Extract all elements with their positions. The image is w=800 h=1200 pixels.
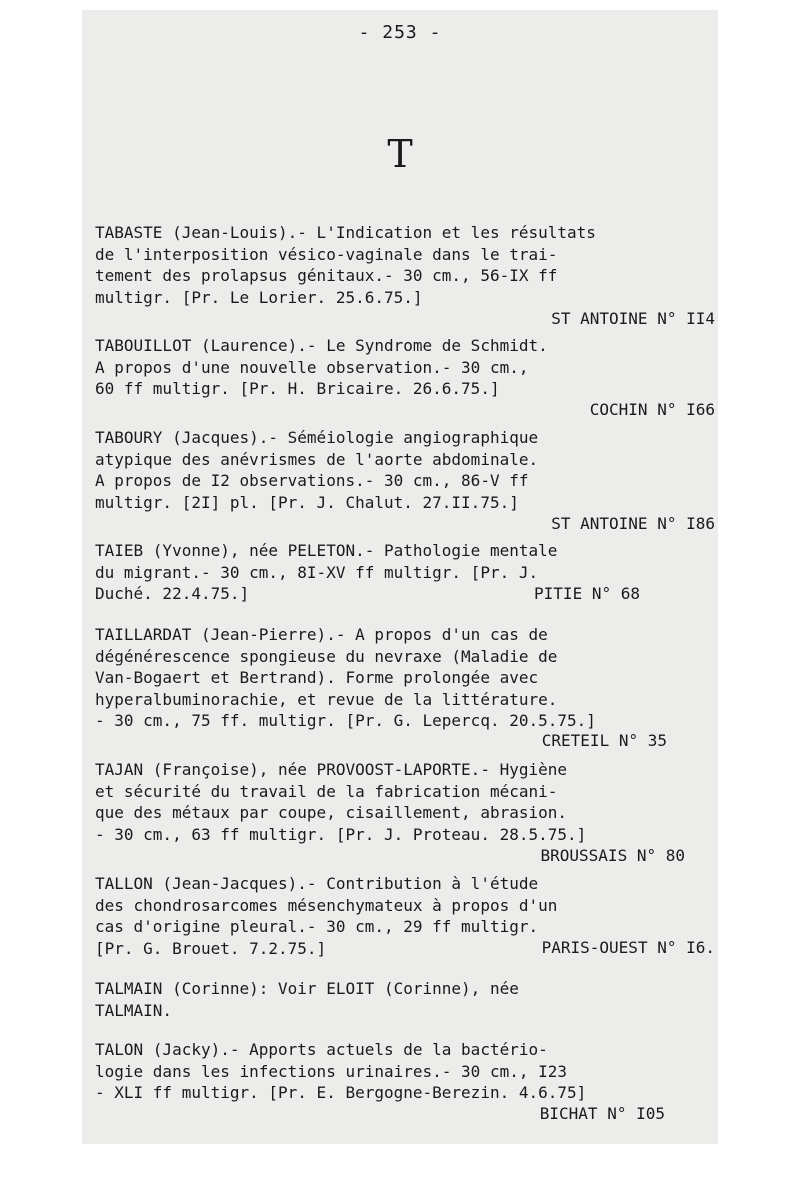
entry-line: [Pr. G. Brouet. 7.2.75.] (95, 938, 327, 958)
entry-line: cas d'origine pleural.- 30 cm., 29 ff multigr. (95, 917, 539, 937)
entry-line: et sécurité du travail de la fabrication mécani- (95, 781, 558, 801)
entry-line: TALMAIN (Corinne): Voir ELOIT (Corinne), née (95, 979, 519, 998)
entry-line: TABASTE (Jean-Louis).- L'Indication et les résultats (95, 223, 596, 242)
entry-location: BICHAT N° I05 (539, 1104, 665, 1123)
entry-line: - 30 cm., 75 ff. multigr. [Pr. G. Lepercq. 20.5.75.] (95, 711, 596, 731)
entry-line: de l'interposition vésico-vaginale dans le trai- (95, 244, 558, 264)
entry-line: 60 ff multigr. [Pr. H. Bricaire. 26.6.75.] (95, 379, 500, 399)
entry-line: des chondrosarcomes mésenchymateux à propos d'un (95, 895, 558, 915)
entry-line: dégénérescence spongieuse du nevraxe (Maladie de (95, 646, 558, 666)
entry-line: multigr. [Pr. Le Lorier. 25.6.75.] (95, 287, 423, 307)
entry-line: TABOURY (Jacques).- Séméiologie angiographique (95, 428, 539, 447)
entry-line: - 30 cm., 63 ff multigr. [Pr. J. Proteau. 28.5.75.] (95, 824, 587, 844)
entry-location: PARIS-OUEST N° I6. (541, 938, 715, 957)
bibliography-entry (95, 540, 715, 605)
entry-line: - XLI ff multigr. [Pr. E. Bergogne-Berezin. 4.6.75] (95, 1083, 587, 1103)
entry-location: CRETEIL N° 35 (541, 731, 667, 750)
entry-line: que des métaux par coupe, cisaillement, abrasion. (95, 803, 568, 823)
entry-line: TAIEB (Yvonne), née PELETON.- Pathologie mentale (95, 541, 558, 560)
page-number: - 253 - (358, 22, 442, 43)
entry-location: PITIE N° 68 (534, 584, 640, 603)
entry-line: A propos de I2 observations.- 30 cm., 86-V ff (95, 471, 529, 491)
entry-location: COCHIN N° I66 (589, 400, 715, 419)
bibliography-entry (95, 335, 715, 419)
entry-line: du migrant.- 30 cm., 8I-XV ff multigr. [Pr. J. (95, 562, 539, 582)
bibliography-entry (95, 624, 715, 750)
entry-line: tement des prolapsus génitaux.- 30 cm., 56-IX ff (95, 266, 558, 286)
bibliography-entry (95, 759, 715, 865)
bibliography-entry (95, 427, 715, 533)
entry-line: TALLON (Jean-Jacques).- Contribution à l'étude (95, 874, 539, 893)
entry-location: ST ANTOINE N° II4 (551, 309, 715, 328)
entry-line: TABOUILLOT (Laurence).- Le Syndrome de Schmidt. (95, 336, 548, 355)
bibliography-entry (95, 978, 715, 1021)
entry-line: TALMAIN. (95, 1000, 173, 1020)
entry-line: A propos d'une nouvelle observation.- 30 cm., (95, 357, 529, 377)
bibliography-entry (95, 1039, 715, 1123)
bibliography-entry (95, 873, 715, 959)
section-letter: T (387, 132, 413, 176)
entry-line: TAILLARDAT (Jean-Pierre).- A propos d'un cas de (95, 625, 548, 644)
entry-line: atypique des anévrismes de l'aorte abdominale. (95, 449, 539, 469)
entry-line: TALON (Jacky).- Apports actuels de la bactério- (95, 1040, 548, 1059)
entry-line: TAJAN (Françoise), née PROVOOST-LAPORTE.- Hygiène (95, 760, 568, 779)
entry-line: hyperalbuminorachie, et revue de la littérature. (95, 689, 558, 709)
entry-line: logie dans les infections urinaires.- 30 cm., I23 (95, 1061, 568, 1081)
entry-line: Van-Bogaert et Bertrand). Forme prolongée avec (95, 668, 539, 688)
bibliography-entry (95, 222, 715, 328)
entry-location: BROUSSAIS N° 80 (540, 846, 685, 865)
entry-line: multigr. [2I] pl. [Pr. J. Chalut. 27.II.75.] (95, 492, 519, 512)
entry-line: Duché. 22.4.75.] (95, 584, 250, 604)
entry-location: ST ANTOINE N° I86 (551, 514, 715, 533)
